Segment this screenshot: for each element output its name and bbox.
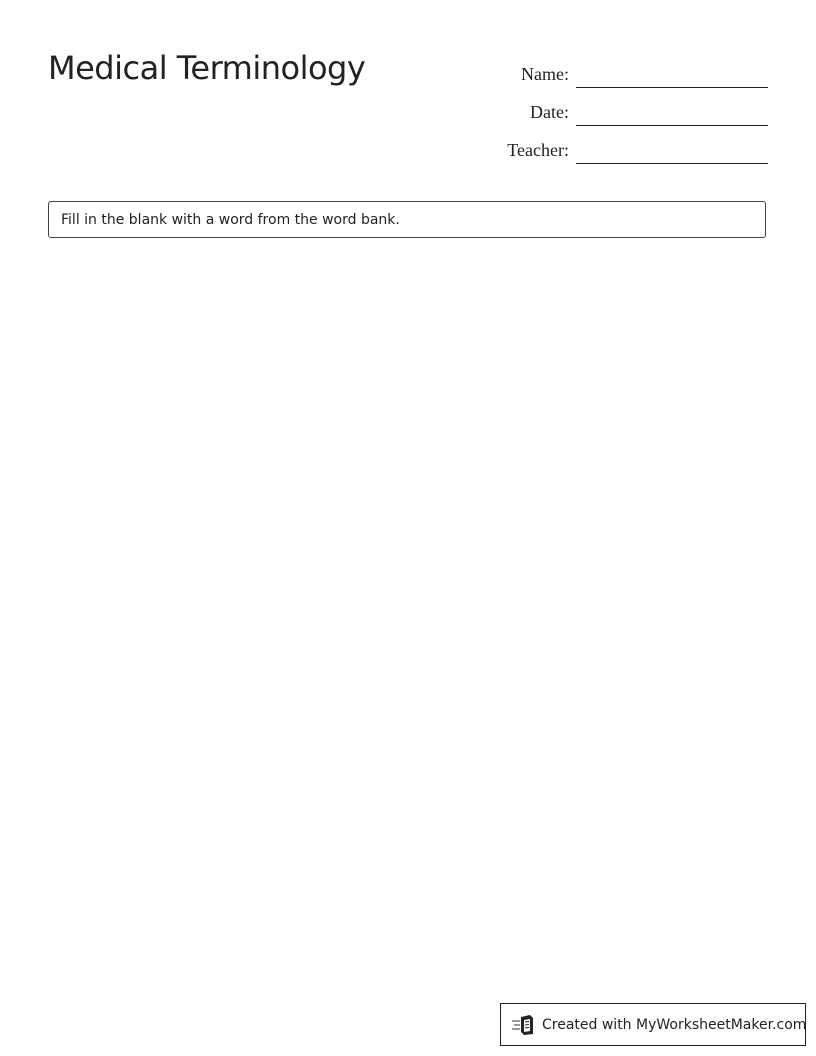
student-info-fields [448, 50, 768, 164]
name-field-row [448, 50, 768, 88]
footer-credit-text: Created with MyWorksheetMaker.com [542, 1016, 807, 1033]
teacher-blank-line[interactable] [576, 143, 768, 164]
worksheet-maker-logo-icon [511, 1014, 537, 1036]
instructions-text: Fill in the blank with a word from the word bank. [61, 211, 400, 228]
date-field-row [448, 88, 768, 126]
footer-credit-box [500, 1003, 806, 1046]
date-label: Date: [530, 102, 569, 122]
name-blank-line[interactable] [576, 67, 768, 88]
name-label: Name: [521, 64, 569, 84]
date-blank-line[interactable] [576, 105, 768, 126]
teacher-label: Teacher: [507, 140, 569, 160]
worksheet-title: Medical Terminology [48, 49, 366, 87]
instructions-box [48, 201, 766, 238]
teacher-field-row [448, 126, 768, 164]
